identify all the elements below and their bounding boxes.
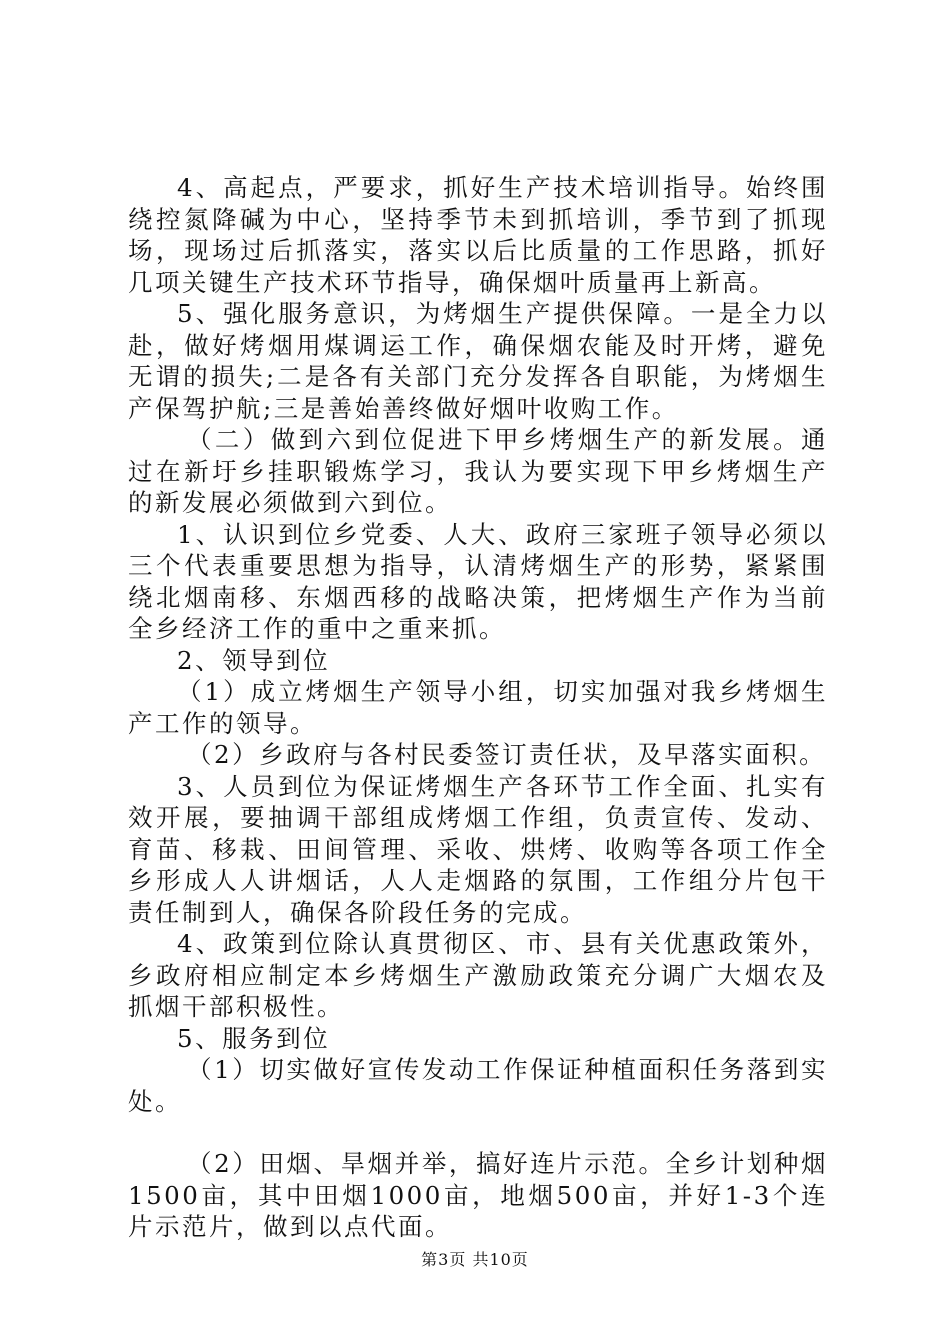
page-number-footer: 第3页 共10页	[421, 1250, 529, 1269]
paragraph-leadership-sub-2: （2）乡政府与各村民委签订责任状，及早落实面积。	[187, 740, 827, 769]
paragraph-leadership-sub-1: （1）成立烤烟生产领导小组，切实加强对我乡烤烟生产工作的领导。	[128, 677, 828, 738]
paragraph-awareness: 1、认识到位乡党委、人大、政府三家班子领导必须以三个代表重要思想为指导，认清烤烟生产的形势，紧紧围绕北烟南移、东烟西移的战略决策，把烤烟生产作为当前全乡经济工作的重中之重来抓。	[128, 519, 828, 643]
paragraph-item-5-service: 5、强化服务意识，为烤烟生产提供保障。一是全力以赴，做好烤烟用煤调运工作，确保烟农能及时开烤，避免无谓的损失;二是各有关部门充分发挥各自职能，为烤烟生产保驾护航;三是善始善终做好烟叶收购工作。	[128, 299, 828, 423]
paragraph-personnel: 3、人员到位为保证烤烟生产各环节工作全面、扎实有效开展，要抽调干部组成烤烟工作组，负责宣传、发动、育苗、移栽、田间管理、采收、烘烤、收购等各项工作全乡形成人人讲烟话，人人走烟路的氛围，工作组分片包干责任制到人，确保各阶段任务的完成。	[128, 771, 828, 927]
paragraph-gap	[128, 1117, 828, 1148]
paragraph-leadership: 2、领导到位	[177, 645, 331, 675]
paragraph-service-sub-2: （2）田烟、旱烟并举，搞好连片示范。全乡计划种烟1500亩，其中田烟1000亩，地烟500亩，并好1-3个连片示范片，做到以点代面。	[128, 1149, 828, 1241]
paragraph-service: 5、服务到位	[177, 1023, 331, 1053]
paragraph-section-two: （二）做到六到位促进下甲乡烤烟生产的新发展。通过在新圩乡挂职锻炼学习，我认为要实现下甲乡烤烟生产的新发展必须做到六到位。	[128, 425, 828, 517]
paragraph-policy: 4、政策到位除认真贯彻区、市、县有关优惠政策外，乡政府相应制定本乡烤烟生产激励政策充分调广大烟农及抓烟干部积极性。	[128, 929, 828, 1021]
document-body	[128, 172, 828, 1243]
paragraph-service-sub-1: （1）切实做好宣传发动工作保证种植面积任务落到实处。	[128, 1055, 828, 1116]
paragraph-item-4-training: 4、高起点，严要求，抓好生产技术培训指导。始终围绕控氮降碱为中心，坚持季节未到抓培训，季节到了抓现场，现场过后抓落实，落实以后比质量的工作思路，抓好几项关键生产技术环节指导，确保烟叶质量再上新高。	[128, 173, 828, 297]
